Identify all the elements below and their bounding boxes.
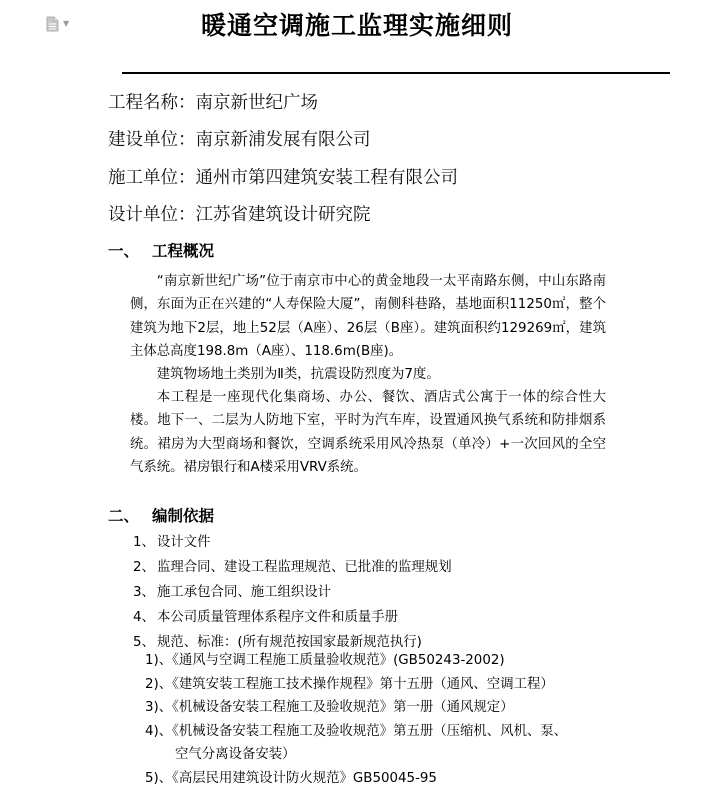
standard-item: 3)、《机械设备安装工程施工及验收规范》第一册（通风规定） — [145, 700, 514, 715]
paragraph-seismic: 建筑物场地土类别为Ⅱ类，抗震设防烈度为7度。 — [156, 367, 440, 382]
list-item-text: 规范、标准：(所有规范按国家最新规范执行) — [157, 635, 422, 650]
list-item — [133, 605, 452, 630]
list-item-text: 监理合同、建设工程监理规范、已批准的监理规划 — [157, 560, 452, 575]
list-item — [133, 530, 452, 555]
list-item-number: 2、 — [133, 560, 155, 575]
list-item-text: 本公司质量管理体系程序文件和质量手册 — [157, 610, 399, 625]
list-item — [133, 580, 452, 605]
section-number: 一、 — [108, 242, 140, 260]
section-heading-basis — [108, 505, 214, 527]
standard-item: 1)、《通风与空调工程施工质量验收规范》(GB50243-2002) — [145, 653, 505, 668]
info-label: 施工单位： — [108, 168, 196, 188]
standards-list — [145, 649, 567, 790]
info-label: 设计单位： — [108, 205, 196, 225]
standard-item: 4)、《机械设备安装工程施工及验收规范》第五册（压缩机、风机、泵、 — [145, 723, 568, 739]
standard-item: 5)、《高层民用建筑设计防火规范》GB50045-95 — [145, 770, 437, 786]
list-item-number: 5、 — [133, 635, 155, 650]
info-contractor — [108, 166, 458, 190]
info-value: 江苏省建筑设计研究院 — [195, 205, 371, 225]
section-title: 工程概况 — [152, 242, 215, 260]
standard-item: 2)、《建筑安装工程施工技术操作规程》第十五册（通风、空调工程） — [145, 676, 554, 692]
list-item-number: 4、 — [133, 610, 155, 625]
list-item-text: 设计文件 — [157, 535, 211, 550]
info-designer — [108, 203, 371, 227]
list-item-number: 3、 — [133, 585, 155, 600]
paragraph-description: 本工程是一座现代化集商场、办公、餐饮、酒店式公寓于一体的综合性大楼。地下一、二层为人防地下室，平时为汽车库，设置通风换气系统和防排烟系统。裙房为大型商场和餐饮，空调系统采用风冷热泵（单冷）+一次回风的全空气系统。裙房银行和A楼采用VRV系统。 — [130, 390, 606, 475]
list-item — [133, 555, 452, 580]
info-value: 南京新浦发展有限公司 — [195, 130, 371, 150]
list-item-number: 1、 — [133, 535, 155, 550]
info-client — [108, 128, 371, 152]
info-label: 工程名称： — [108, 93, 196, 113]
basis-list — [133, 530, 452, 655]
section-heading-overview — [108, 240, 214, 262]
title-underline — [122, 72, 670, 74]
info-project-name — [108, 91, 318, 115]
chevron-down-icon: ▼ — [63, 19, 70, 28]
paragraph-location: “南京新世纪广场”位于南京市中心的黄金地段一太平南路东侧，中山东路南侧，东面为正在兴建的“人寿保险大厦”，南侧科巷路，基地面积11250㎡，整个建筑为地下2层，地上52层（A座）、26层（B座）。建筑面积约129269㎡，建筑主体总高度198.8m（A座）、118.6m(B座)。 — [130, 274, 606, 359]
section-number: 二、 — [108, 507, 140, 525]
list-item-text: 施工承包合同、施工组织设计 — [157, 585, 332, 600]
document-title: 暖通空调施工监理实施细则 — [200, 11, 513, 40]
section-title: 编制依据 — [152, 507, 215, 525]
standard-item-continuation: 空气分离设备安装） — [175, 747, 296, 762]
info-label: 建设单位： — [108, 130, 196, 150]
info-value: 通州市第四建筑安装工程有限公司 — [195, 168, 458, 188]
info-value: 南京新世纪广场 — [195, 93, 318, 113]
